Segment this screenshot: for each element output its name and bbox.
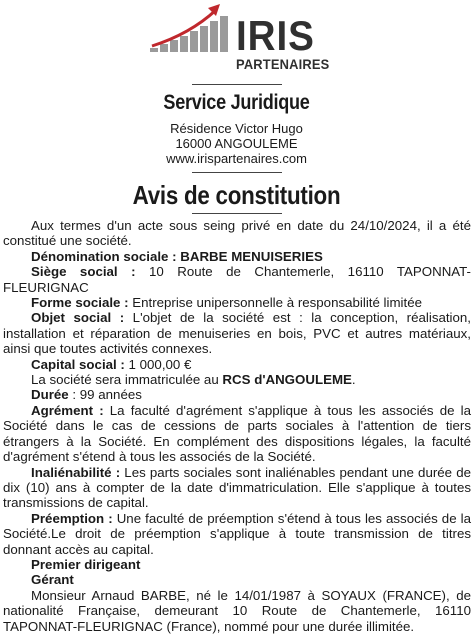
- forme-sociale: [3, 295, 471, 310]
- capital-social: [3, 357, 471, 372]
- preemption-value: Une faculté de préemption s'étend à tous les associés de la Société.Le droit de préemption s'applique à toute transmission de titres donnant accès au capital.: [3, 510, 471, 557]
- address-line-2: 16000 ANGOULEME: [175, 136, 298, 151]
- rcs-suffix: .: [351, 372, 356, 388]
- duree-label: Durée: [31, 387, 69, 403]
- website: www.irispartenaires.com: [166, 151, 307, 166]
- divider: [192, 172, 282, 173]
- rcs-prefix: La société sera immatriculée au: [31, 372, 223, 388]
- inalienabilite-label: Inaliénabilité :: [31, 464, 121, 480]
- rcs-value: RCS d'ANGOULEME: [222, 372, 352, 388]
- logo-tagline: PARTENAIRES: [236, 56, 330, 72]
- capital-label: Capital social :: [31, 356, 125, 372]
- siege-label: Siège social :: [31, 264, 136, 280]
- gerant-heading: Gérant: [31, 572, 74, 588]
- objet-value: L'objet de la société est : la conception, réalisation, installation et réparation de menuiseries en bois, PVC et autres matériaux, ainsi que toutes activités connexes.: [3, 310, 471, 357]
- inalienabilite-value: Les parts sociales sont inaliénables pendant une durée de dix (10) ans à compter de la date d'immatriculation. Elle s'applique à toutes transmissions de capital.: [3, 464, 472, 511]
- iris-partenaires-logo: [150, 4, 330, 76]
- inalienabilite: [3, 465, 471, 511]
- forme-value: Entreprise unipersonnelle à responsabilité limitée: [128, 295, 422, 311]
- logo-name: IRIS: [236, 12, 315, 59]
- preemption-label: Préemption :: [31, 510, 113, 526]
- service-title: Service Juridique: [163, 91, 310, 114]
- siege-social: [3, 264, 471, 295]
- siege-value: 10 Route de Chantemerle, 16110 TAPONNAT-FLEURIGNAC: [3, 264, 471, 295]
- duree: [3, 387, 471, 402]
- premier-dirigeant: Premier dirigeant: [31, 556, 141, 572]
- objet-social: [3, 310, 471, 356]
- preemption: [3, 511, 471, 557]
- notice-title: Avis de constitution: [132, 180, 341, 210]
- gerant-text: Monsieur Arnaud BARBE, né le 14/01/1987 à SOYAUX (FRANCE), de nationalité Française, demeurant 10 Route de Chantemerle, 16110 TAPONNAT-FLEURIGNAC (France), nommé pour une durée illimitée.: [3, 587, 471, 634]
- agrement-label: Agrément :: [31, 402, 104, 418]
- rcs: [3, 372, 471, 387]
- intro-paragraph: Aux termes d'un acte sous seing privé en date du 24/10/2024, il a été constitué une société.: [3, 218, 471, 249]
- forme-label: Forme sociale :: [31, 295, 129, 311]
- capital-value: 1 000,00 €: [124, 356, 192, 372]
- address-line-1: Résidence Victor Hugo: [170, 121, 303, 136]
- agrement: [3, 403, 471, 465]
- duree-value: : 99 années: [68, 387, 142, 403]
- agrement-value: La faculté d'agrément s'applique à tous les associés de la Société dans le cas de cessions de parts sociales à l'attention de tiers étrangers à la Société. En complément des dispositions légales, la faculté d'agrément s'étend à tous les associés de la Société.: [3, 402, 471, 465]
- notice-body: [3, 218, 471, 634]
- divider: [192, 84, 282, 85]
- denomination: Dénomination sociale : BARBE MENUISERIES: [31, 248, 323, 264]
- objet-label: Objet social :: [31, 310, 125, 326]
- divider: [192, 213, 282, 214]
